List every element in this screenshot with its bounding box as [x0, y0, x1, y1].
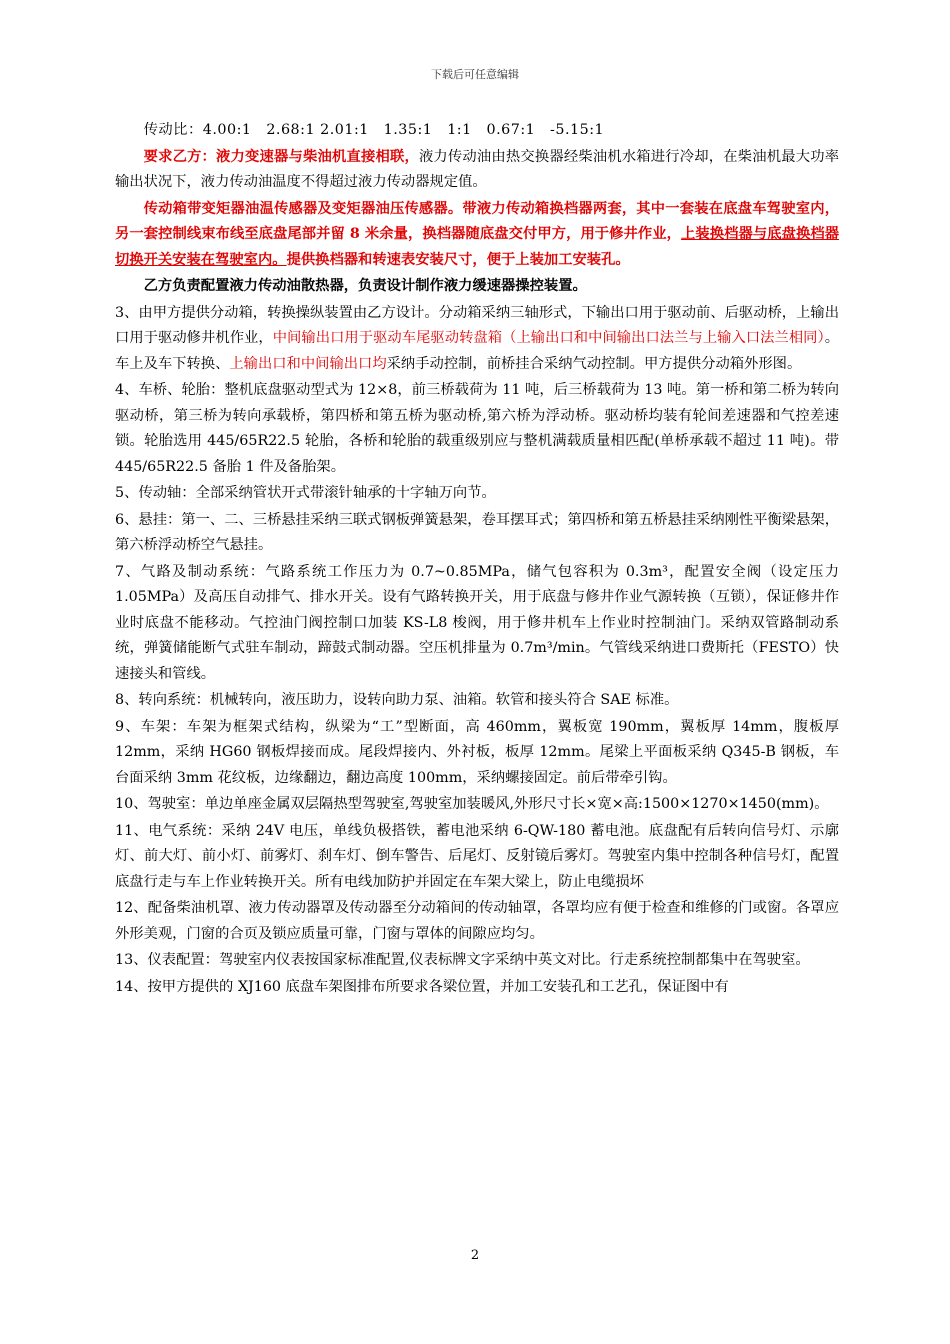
paragraph-transfer-case: [115, 301, 839, 378]
gearbox-switch-underlined: 上装换档器与底盘换档器切换开关安装在驾驶室内。: [115, 226, 840, 268]
paragraph-axles-tires: 4、车桥、轮胎：整机底盘驱动型式为 12×8，前三桥载荷为 11 吨，后三桥载荷为 13 吨。第一桥和第二桥为转向驱动桥，第三桥为转向承载桥，第四桥和第五桥为驱动桥,第六桥为浮动桥。驱动桥均装有轮间差速器和气控差速锁。轮胎选用 445/65R22.5 轮胎，各桥和轮胎的载重级别应与整机满载质量相匹配(单桥承载不超过 11 吨)。带 445/65R22.5 备胎 1 件及备胎架。: [115, 382, 839, 475]
paragraph-requirement: [115, 145, 839, 196]
page-header: 下载后可任意编辑: [431, 68, 519, 81]
paragraph-suspension: 6、悬挂：第一、二、三桥悬挂采纳三联式钢板弹簧悬架，卷耳摆耳式；第四桥和第五桥悬挂采纳刚性平衡梁悬架，第六桥浮动桥空气悬挂。: [115, 511, 839, 553]
transfer-case-red-d: 上输出口和中间输出口均: [229, 355, 387, 372]
paragraph-radiator: 乙方负责配置液力传动油散热器，负责设计制作液力缓速器操控装置。: [143, 278, 587, 294]
paragraph-frame: 9、车架：车架为框架式结构，纵梁为“工”型断面，高 460mm，翼板宽 190mm，翼板厚 14mm，腹板厚 12mm，采纳 HG60 钢板焊接而成。尾段焊接内、外衬板，板厚 12mm。尾梁上平面板采纳 Q345-B 钢板，车台面采纳 3mm 花纹板，边缘翻边，翻边高度 100mm，采纳螺接固定。前后带牵引钩。: [115, 718, 839, 786]
paragraph-gearbox-sensors: [115, 197, 839, 274]
paragraph-steering: 8、转向系统：机械转向，液压助力，设转向助力泵、油箱。软管和接头符合 SAE 标准。: [115, 692, 679, 708]
page-number: 2: [470, 1248, 480, 1263]
paragraph-electrical: 11、电气系统：采纳 24V 电压，单线负极搭铁，蓄电池采纳 6-QW-180 蓄电池。底盘配有后转向信号灯、示廓灯、前大灯、前小灯、前雾灯、刹车灯、倒车警告、后尾灯、反射镜后雾灯。驾驶室内集中控制各种信号灯，配置底盘行走与车上作业转换开关。所有电线加防护并固定在车架大梁上，防止电缆损坏: [115, 822, 839, 890]
transfer-case-text-c: 。车上及车下转换、: [115, 330, 839, 372]
transfer-case-red-b: 中间输出口用于驱动车尾驱动转盘箱（上输出口和中间输出口法兰与上输入口法兰相同）: [272, 330, 825, 346]
transfer-case-text-a: 3、由甲方提供分动箱，转换操纵装置由乙方设计。分动箱采纳三轴形式，下输出口用于驱动前、后驱动桥，上输出口用于驱动修井机作业，: [115, 304, 839, 346]
gearbox-dimensions-text: 提供换档器和转速表安装尺寸，便于上装加工安装孔。: [286, 251, 630, 268]
paragraph-air-brake: 7、气路及制动系统：气路系统工作压力为 0.7~0.85MPa，储气包容积为 0.3m³，配置安全阀（设定压力 1.05MPa）及高压自动排气、排水开关。设有气路转换开关，用于底盘与修井作业气源转换（互锁），保证修井作业时底盘不能移动。气控油门阀控制口加装 KS-L8 梭阀，用于修井机车上作业时控制油门。采纳双管路制动系统，弹簧储能断气式驻车制动，蹄鼓式制动器。空压机排量为 0.7m³/min。气管线采纳进口费斯托（FESTO）快速接头和管线。: [115, 563, 839, 682]
requirement-emphasis: 要求乙方：液力变速器与柴油机直接相联，: [143, 148, 419, 165]
transfer-case-text-e: 采纳手动控制，前桥挂合采纳气动控制。甲方提供分动箱外形图。: [386, 355, 802, 372]
paragraph-cab: 10、驾驶室：单边单座金属双层隔热型驾驶室,驾驶室加装暖风,外形尺寸长×宽×高:1500×1270×1450(mm)。: [115, 796, 829, 812]
gearbox-sensors-text: 传动箱带变矩器油温传感器及变矩器油压传感器。带液力传动箱换档器两套，其中一套装在底盘车驾驶室内，另一套控制线束布线至底盘尾部并留 8 米余量，换档器随底盘交付甲方，用于修井作业，: [115, 200, 839, 242]
paragraph-instruments: 13、仪表配置：驾驶室内仪表按国家标准配置,仪表标牌文字采纳中英文对比。行走系统控制都集中在驾驶室。: [115, 952, 810, 968]
transmission-ratio-line: 传动比：4.00:1 2.68:1 2.01:1 1.35:1 1:1 0.67:1 -5.15:1: [143, 122, 605, 138]
paragraph-frame-drawing: 14、按甲方提供的 XJ160 底盘车架图排布所要求各梁位置，并加工安装孔和工艺孔，保证图中有: [115, 978, 729, 995]
document-body: [115, 118, 839, 1001]
paragraph-covers: 12、配备柴油机罩、液力传动器罩及传动器至分动箱间的传动轴罩，各罩均应有便于检查和维修的门或窗。各罩应外形美观，门窗的合页及锁应质量可靠，门窗与罩体的间隙应均匀。: [115, 900, 839, 942]
requirement-text: 液力传动油由热交换器经柴油机水箱进行冷却，在柴油机最大功率输出状况下，液力传动油温度不得超过液力传动器规定值。: [115, 148, 839, 190]
paragraph-drive-shaft: 5、传动轴：全部采纳管状开式带滚针轴承的十字轴万向节。: [115, 485, 496, 501]
